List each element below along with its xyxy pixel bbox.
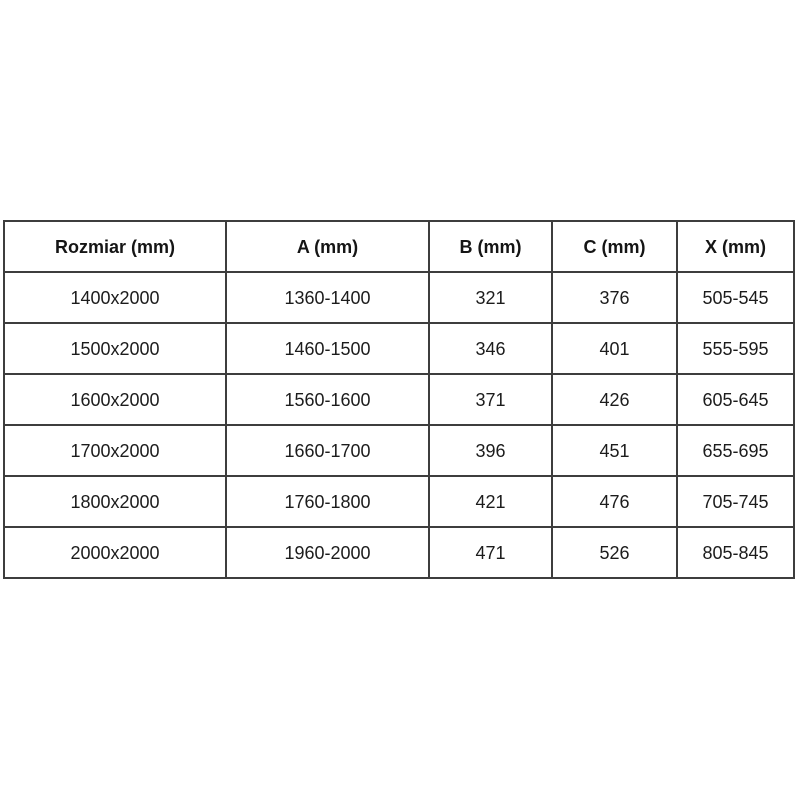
table-row <box>4 272 794 323</box>
table-cell: 526 <box>552 527 677 578</box>
table-cell: 451 <box>552 425 677 476</box>
table-cell: 371 <box>429 374 552 425</box>
table-cell: 555-595 <box>677 323 794 374</box>
table-cell: 396 <box>429 425 552 476</box>
header-row <box>4 221 794 272</box>
table-cell: 1600x2000 <box>4 374 226 425</box>
table-row <box>4 374 794 425</box>
table-cell: 321 <box>429 272 552 323</box>
table-cell: 421 <box>429 476 552 527</box>
table-cell: 505-545 <box>677 272 794 323</box>
table-cell: 1800x2000 <box>4 476 226 527</box>
table-cell: 426 <box>552 374 677 425</box>
column-header-b: B (mm) <box>429 221 552 272</box>
table-cell: 1400x2000 <box>4 272 226 323</box>
table-row <box>4 476 794 527</box>
column-header-c: C (mm) <box>552 221 677 272</box>
table-cell: 401 <box>552 323 677 374</box>
table-cell: 1460-1500 <box>226 323 429 374</box>
table-cell: 346 <box>429 323 552 374</box>
table-cell: 1760-1800 <box>226 476 429 527</box>
table-cell: 605-645 <box>677 374 794 425</box>
column-header-a: A (mm) <box>226 221 429 272</box>
table-cell: 1360-1400 <box>226 272 429 323</box>
dimensions-table <box>3 220 795 579</box>
table-row <box>4 425 794 476</box>
table-cell: 705-745 <box>677 476 794 527</box>
table-cell: 1560-1600 <box>226 374 429 425</box>
table-cell: 655-695 <box>677 425 794 476</box>
table-cell: 471 <box>429 527 552 578</box>
table-body <box>4 272 794 578</box>
table-cell: 476 <box>552 476 677 527</box>
table-cell: 805-845 <box>677 527 794 578</box>
table-row <box>4 323 794 374</box>
table-cell: 1660-1700 <box>226 425 429 476</box>
table-header <box>4 221 794 272</box>
table-cell: 1500x2000 <box>4 323 226 374</box>
column-header-x: X (mm) <box>677 221 794 272</box>
table-cell: 2000x2000 <box>4 527 226 578</box>
column-header-rozmiar: Rozmiar (mm) <box>4 221 226 272</box>
table-cell: 1960-2000 <box>226 527 429 578</box>
table-cell: 376 <box>552 272 677 323</box>
table-row <box>4 527 794 578</box>
table-cell: 1700x2000 <box>4 425 226 476</box>
